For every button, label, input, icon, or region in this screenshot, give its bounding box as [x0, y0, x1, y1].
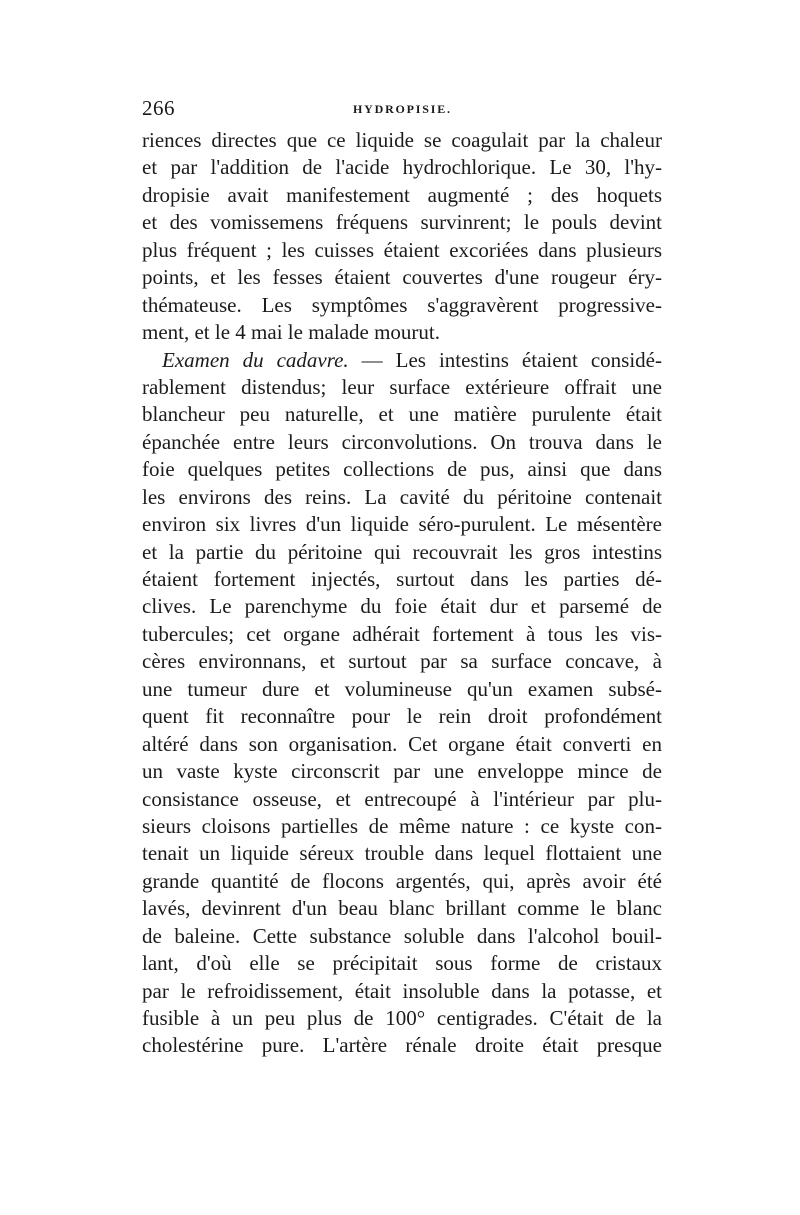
section-heading-line: [142, 347, 662, 374]
text-line: consistance osseuse, et entrecoupé à l'intérieur par plu-: [142, 786, 662, 811]
text-line: ment, et le 4 mai le malade mourut.: [142, 320, 440, 345]
text-line: et par l'addition de l'acide hydrochlorique. Le 30, l'hy-: [142, 155, 662, 180]
text-line: altéré dans son organisation. Cet organe était converti en: [142, 731, 662, 756]
text-line: de baleine. Cette substance soluble dans l'alcohol bouil-: [142, 923, 662, 948]
section-heading: Examen du cadavre.: [162, 347, 349, 372]
text-line: clives. Le parenchyme du foie était dur et parsemé de: [142, 594, 662, 619]
section-heading-rest: — Les intestins étaient considé-: [361, 347, 662, 372]
text-line: une tumeur dure et volumineuse qu'un examen subsé-: [142, 676, 662, 701]
text-line: cères environnans, et surtout par sa surface concave, à: [142, 649, 662, 674]
text-line: étaient fortement injectés, surtout dans les parties dé-: [142, 567, 662, 591]
text-line: un vaste kyste circonscrit par une enveloppe mince de: [142, 759, 662, 784]
text-line: fusible à un peu plus de 100° centigrades. C'était de la: [142, 1006, 662, 1030]
text-line: les environs des reins. La cavité du péritoine contenait: [142, 484, 662, 509]
body-text: [142, 127, 662, 1060]
text-line: rablement distendus; leur surface extérieure offrait une: [142, 374, 662, 399]
text-line: tenait un liquide séreux trouble dans lequel flottaient une: [142, 841, 662, 866]
text-line: lavés, devinrent d'un beau blanc brillant comme le blanc: [142, 896, 662, 921]
page-number: 266: [142, 96, 175, 120]
text-line: riences directes que ce liquide se coagulait par la chaleur: [142, 128, 662, 152]
text-line: cholestérine pure. L'artère rénale droite était presque: [142, 1033, 662, 1058]
text-line: épanchée entre leurs circonvolutions. On trouva dans le: [142, 429, 662, 454]
text-line: foie quelques petites collections de pus, ainsi que dans: [142, 457, 662, 482]
text-line: quent fit reconnaître pour le rein droit profondément: [142, 704, 662, 729]
page-header: [142, 96, 667, 120]
text-line: tubercules; cet organe adhérait fortement à tous les vis-: [142, 621, 662, 646]
text-line: lant, d'où elle se précipitait sous forme de cristaux: [142, 951, 662, 976]
text-line: points, et les fesses étaient couvertes d'une rougeur éry-: [142, 265, 662, 290]
text-line: plus fréquent ; les cuisses étaient excoriées dans plusieurs: [142, 237, 662, 262]
running-head: HYDROPISIE.: [353, 102, 452, 116]
text-line: blancheur peu naturelle, et une matière purulente était: [142, 402, 662, 427]
text-line: grande quantité de flocons argentés, qui, après avoir été: [142, 868, 662, 893]
text-line: et la partie du péritoine qui recouvrait les gros intestins: [142, 539, 662, 564]
text-line: dropisie avait manifestement augmenté ; des hoquets: [142, 182, 662, 207]
text-line: et des vomissemens fréquens survinrent; le pouls devint: [142, 210, 662, 235]
text-line: par le refroidissement, était insoluble dans la potasse, et: [142, 978, 662, 1003]
text-line: thémateuse. Les symptômes s'aggravèrent progressive-: [142, 292, 662, 317]
text-line: sieurs cloisons partielles de même nature : ce kyste con-: [142, 813, 662, 838]
text-line: environ six livres d'un liquide séro-purulent. Le mésentère: [142, 512, 662, 537]
